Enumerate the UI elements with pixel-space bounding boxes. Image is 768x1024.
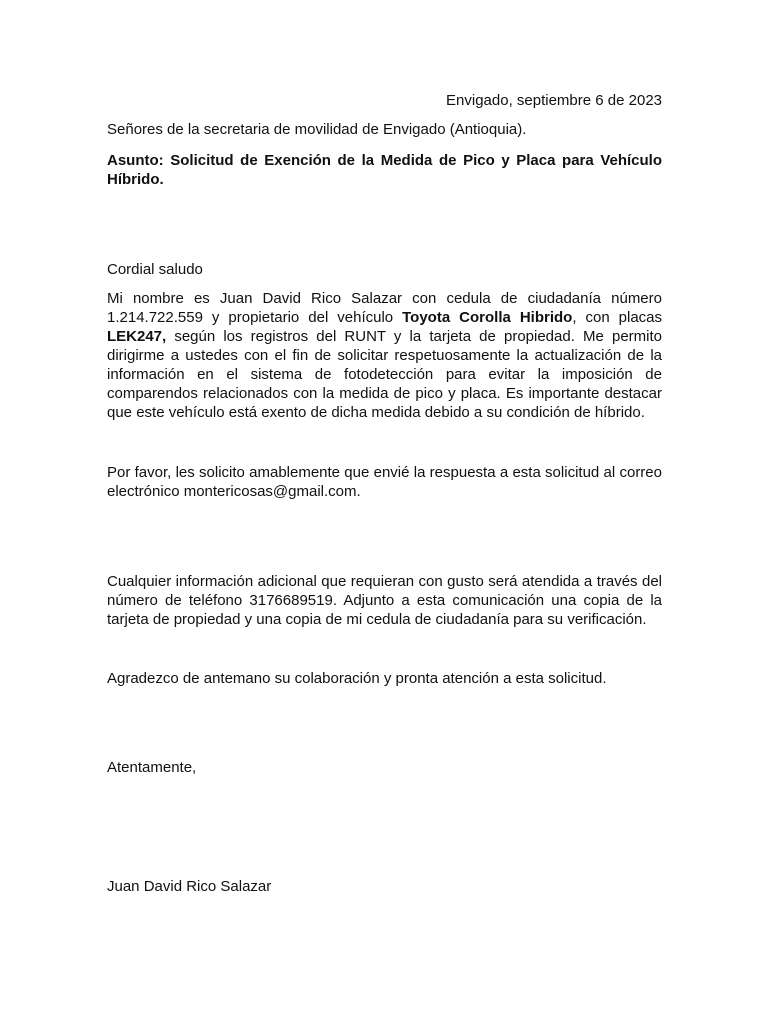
letter-date: Envigado, septiembre 6 de 2023 bbox=[446, 92, 662, 109]
body1-text-b: , con placas bbox=[572, 309, 663, 326]
letter-recipient: Señores de la secretaria de movilidad de Envigado (Antioquia). bbox=[107, 121, 527, 138]
vehicle-plate: LEK247, bbox=[107, 328, 167, 345]
letter-body-paragraph-4: Agradezco de antemano su colaboración y pronta atención a esta solicitud. bbox=[107, 670, 607, 687]
letter-closing: Atentamente, bbox=[107, 759, 197, 776]
letter-body-paragraph-2: Por favor, les solicito amablemente que envié la respuesta a esta solicitud al correo electrónico montericosas@gmail.com. bbox=[107, 464, 662, 500]
body1-text-c: según los registros del RUNT y la tarjeta de propiedad. Me permito dirigirme a ustedes con el fin de solicitar respetuosamente la actualización de la información en el sistema de fotodetección para evitar la imposición de comparendos relacionados con la medida de pico y placa. Es importante destacar que este vehículo está exento de dicha medida debido a su condición de híbrido. bbox=[107, 328, 662, 421]
letter-subject: Asunto: Solicitud de Exención de la Medida de Pico y Placa para Vehículo Híbrido. bbox=[107, 152, 662, 188]
letter-signature-name: Juan David Rico Salazar bbox=[107, 878, 272, 895]
letter-body-paragraph-3: Cualquier información adicional que requieran con gusto será atendida a través del número de teléfono 3176689519. Adjunto a esta comunicación una copia de la tarjeta de propiedad y una copia de mi cedula de ciudadanía para su verificación. bbox=[107, 573, 662, 628]
letter-body-paragraph-1 bbox=[107, 289, 662, 422]
letter-greeting: Cordial saludo bbox=[107, 261, 203, 278]
vehicle-name: Toyota Corolla Hibrido bbox=[402, 309, 573, 326]
body1-text-a: Mi nombre es Juan David Rico Salazar con cedula de ciudadanía número 1.214.722.559 y propietario del vehículo bbox=[107, 290, 662, 326]
